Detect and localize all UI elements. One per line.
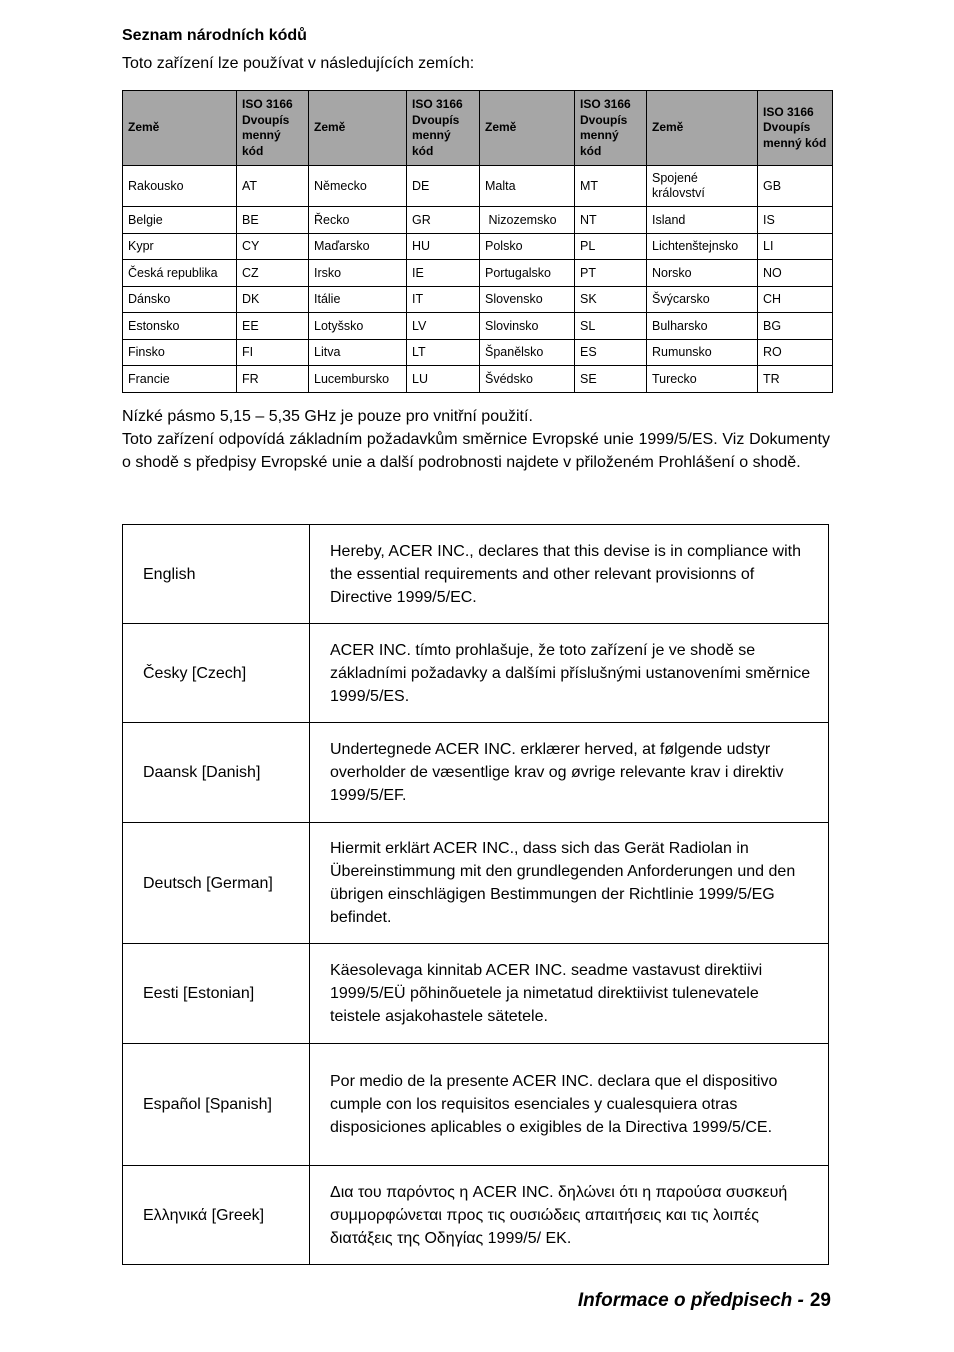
table-cell: Slovinsko [480, 313, 575, 340]
table-row [123, 286, 833, 313]
table-cell: LU [407, 366, 480, 393]
table-cell: Belgie [123, 207, 237, 234]
table-cell: Malta [480, 166, 575, 207]
table-cell: MT [575, 166, 647, 207]
table-cell: Francie [123, 366, 237, 393]
table-cell: Dánsko [123, 286, 237, 313]
table-cell: Polsko [480, 233, 575, 260]
table-cell: FI [237, 339, 309, 366]
table-cell: Lichtenštejnsko [647, 233, 758, 260]
declaration-text: Käesolevaga kinnitab ACER INC. seadme vastavust direktiivi 1999/5/EÜ põhinõuetele ja nimetatud direktiivist tulenevatele teistele asjakohastele sätetele. [310, 944, 829, 1044]
table-cell: Litva [309, 339, 407, 366]
declaration-language: English [123, 525, 310, 624]
table-cell: BG [758, 313, 833, 340]
table-cell: Norsko [647, 260, 758, 287]
table-cell: Švýcarsko [647, 286, 758, 313]
table-cell: CY [237, 233, 309, 260]
declarations-table [122, 524, 829, 1265]
table-cell: Nizozemsko [480, 207, 575, 234]
band-note: Nízké pásmo 5,15 – 5,35 GHz je pouze pro vnitřní použití. [122, 408, 533, 425]
declaration-language: Ελληνικά [Greek] [123, 1166, 310, 1265]
declaration-text: Por medio de la presente ACER INC. declara que el dispositivo cumple con los requisitos esenciales y cualesquiera otras disposiciones aplicables o exigibles de la Directiva 1999/5/CE. [310, 1044, 829, 1166]
table-cell: Slovensko [480, 286, 575, 313]
table-cell: GB [758, 166, 833, 207]
table-cell: Řecko [309, 207, 407, 234]
table-cell: AT [237, 166, 309, 207]
declaration-text: Hereby, ACER INC., declares that this devise is in compliance with the essential requirements and other relevant provisionns of Directive 1999/5/EC. [310, 525, 829, 624]
table-cell: LV [407, 313, 480, 340]
page-number: 29 [809, 1290, 831, 1311]
table-cell: Turecko [647, 366, 758, 393]
table-cell: ES [575, 339, 647, 366]
country-codes-table [122, 90, 833, 393]
table-cell: CZ [237, 260, 309, 287]
table-row [123, 260, 833, 287]
header-country: Země [647, 91, 758, 166]
table-cell: EE [237, 313, 309, 340]
declaration-row [123, 723, 829, 823]
header-iso-code: ISO 3166 Dvoupís menný kód [237, 91, 309, 166]
table-cell: LT [407, 339, 480, 366]
header-country: Země [480, 91, 575, 166]
table-cell: GR [407, 207, 480, 234]
table-cell: Rakousko [123, 166, 237, 207]
header-country: Země [309, 91, 407, 166]
page-footer [578, 1290, 831, 1312]
declaration-row [123, 525, 829, 624]
table-cell: CH [758, 286, 833, 313]
table-cell: NT [575, 207, 647, 234]
table-cell: SL [575, 313, 647, 340]
table-cell: LI [758, 233, 833, 260]
table-cell: Lucembursko [309, 366, 407, 393]
declaration-row [123, 1044, 829, 1166]
compliance-note: Toto zařízení odpovídá základním požadavkům směrnice Evropské unie 1999/5/ES. Viz Dokumenty o shodě s předpisy Evropské unie a další podrobnosti najdete v přiloženém Prohlášení o shodě. [122, 431, 830, 471]
declaration-row [123, 823, 829, 944]
section-heading: Seznam národních kódů [122, 27, 307, 44]
table-cell: Estonsko [123, 313, 237, 340]
table-cell: Německo [309, 166, 407, 207]
header-iso-code: ISO 3166 Dvoupís menný kód [575, 91, 647, 166]
table-cell: TR [758, 366, 833, 393]
table-cell: Maďarsko [309, 233, 407, 260]
table-cell: Česká republika [123, 260, 237, 287]
declaration-language: Eesti [Estonian] [123, 944, 310, 1044]
footer-section-title: Informace o předpisech - [577, 1290, 804, 1311]
table-cell: DK [237, 286, 309, 313]
table-header-row [123, 91, 833, 166]
table-cell: Švédsko [480, 366, 575, 393]
table-row [123, 166, 833, 207]
declaration-language: Español [Spanish] [123, 1044, 310, 1166]
table-cell: SK [575, 286, 647, 313]
header-iso-code: ISO 3166 Dvoupís menný kód [407, 91, 480, 166]
table-row [123, 366, 833, 393]
header-country: Země [123, 91, 237, 166]
table-cell: Itálie [309, 286, 407, 313]
table-cell: IE [407, 260, 480, 287]
table-cell: NO [758, 260, 833, 287]
declaration-text: Hiermit erklärt ACER INC., dass sich das Gerät Radiolan in Übereinstimmung mit den grundlegenden Anforderungen und den übrigen einschlägigen Bestimmungen der Richtlinie 1999/5/EG befindet. [310, 823, 829, 944]
table-cell: Španělsko [480, 339, 575, 366]
declaration-text: ACER INC. tímto prohlašuje, že toto zařízení je ve shodě se základními požadavky a dalšími příslušnými ustanoveními směrnice 1999/5/ES. [310, 624, 829, 723]
declaration-language: Česky [Czech] [123, 624, 310, 723]
declaration-text: Undertegnede ACER INC. erklærer herved, at følgende udstyr overholder de væsentlige krav og øvrige relevante krav i direktiv 1999/5/EF. [310, 723, 829, 823]
table-row [123, 207, 833, 234]
table-cell: BE [237, 207, 309, 234]
table-cell: Bulharsko [647, 313, 758, 340]
table-cell: FR [237, 366, 309, 393]
table-cell: HU [407, 233, 480, 260]
table-cell: Spojené království [647, 166, 758, 207]
header-iso-code: ISO 3166 Dvoupís menný kód [758, 91, 833, 166]
table-cell: IT [407, 286, 480, 313]
declaration-row [123, 944, 829, 1044]
declaration-language: Deutsch [German] [123, 823, 310, 944]
table-cell: Island [647, 207, 758, 234]
table-cell: Finsko [123, 339, 237, 366]
table-row [123, 233, 833, 260]
table-cell: PT [575, 260, 647, 287]
table-row [123, 339, 833, 366]
intro-text: Toto zařízení lze používat v následujících zemích: [122, 55, 475, 72]
table-cell: Irsko [309, 260, 407, 287]
table-cell: Rumunsko [647, 339, 758, 366]
table-cell: Kypr [123, 233, 237, 260]
table-cell: Lotyšsko [309, 313, 407, 340]
declaration-row [123, 624, 829, 723]
table-cell: DE [407, 166, 480, 207]
declaration-row [123, 1166, 829, 1265]
declaration-text: Δια του παρόντος η ACER INC. δηλώνει ότι η παρούσα συσκευή συμμορφώνεται προς τις ουσιώδεις απαιτήσεις και τις λοιπές διατάξεις της Οδηγίας 1999/5/ ΕΚ. [310, 1166, 829, 1265]
table-cell: Portugalsko [480, 260, 575, 287]
table-cell: RO [758, 339, 833, 366]
table-cell: SE [575, 366, 647, 393]
table-cell: IS [758, 207, 833, 234]
declaration-language: Daansk [Danish] [123, 723, 310, 823]
table-cell: PL [575, 233, 647, 260]
table-row [123, 313, 833, 340]
